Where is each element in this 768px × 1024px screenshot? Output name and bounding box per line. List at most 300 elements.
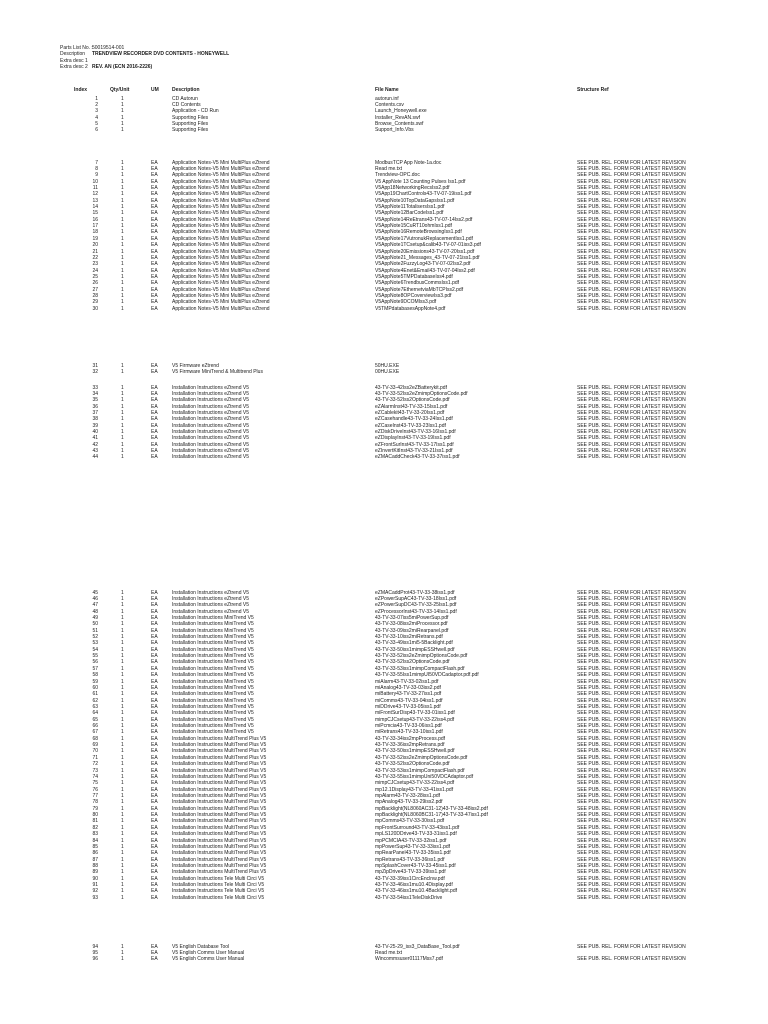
document-header	[60, 45, 229, 71]
row-qty: 1	[121, 602, 124, 609]
row-structure-ref: SEE PUB. REL. FORM FOR LATEST REVISION	[577, 293, 686, 300]
row-structure-ref: SEE PUB. REL. FORM FOR LATEST REVISION	[577, 627, 686, 634]
row-um: EA	[151, 742, 158, 749]
row-um: EA	[151, 646, 158, 653]
row-description: Installation Instructions eZtrend V5	[172, 608, 249, 615]
row-qty: 1	[121, 223, 124, 230]
row-structure-ref: SEE PUB. REL. FORM FOR LATEST REVISION	[577, 422, 686, 429]
row-structure-ref: SEE PUB. REL. FORM FOR LATEST REVISION	[577, 882, 686, 889]
row-qty: 1	[121, 261, 124, 268]
row-um: EA	[151, 703, 158, 710]
row-file-name: V5AppNote11TotalisersIss1.pdf	[375, 204, 445, 211]
row-index: 92	[92, 888, 98, 895]
row-um: EA	[151, 894, 158, 901]
row-description: Supporting Files	[172, 114, 209, 121]
row-structure-ref: SEE PUB. REL. FORM FOR LATEST REVISION	[577, 242, 686, 249]
row-index: 42	[92, 441, 98, 448]
row-structure-ref: SEE PUB. REL. FORM FOR LATEST REVISION	[577, 786, 686, 793]
row-index: 86	[92, 850, 98, 857]
row-file-name: 43-TV-33-34iss2mpProcess.pdf	[375, 735, 446, 742]
row-description: Installation Instructions MultiTrend Plus V5	[172, 837, 267, 844]
row-file-name: 43-TV-33-49iss1mi5-5Backlight.pdf	[375, 640, 453, 647]
row-description: Application Notes-V5 Mini MultiPlus eZtrend	[172, 261, 270, 268]
row-structure-ref: SEE PUB. REL. FORM FOR LATEST REVISION	[577, 204, 686, 211]
row-structure-ref: SEE PUB. REL. FORM FOR LATEST REVISION	[577, 229, 686, 236]
row-description: V5 Firmware eZtrend	[172, 362, 219, 369]
row-file-name: V5AppNote5TMPDatabaseIss4.pdf	[375, 273, 453, 280]
row-structure-ref: SEE PUB. REL. FORM FOR LATEST REVISION	[577, 267, 686, 274]
row-file-name: 43-TV-33-07iss5miPowerSup.pdf	[375, 614, 449, 621]
table-row-group	[0, 160, 768, 313]
row-description: V5 English Comms User Manual	[172, 956, 245, 963]
row-file-name: 43-TV-33-52iss2eZmimpOptionsCode.pdf	[375, 653, 468, 660]
row-index: 95	[92, 949, 98, 956]
row-um: EA	[151, 261, 158, 268]
row-description: Installation Instructions MiniTrend V5	[172, 729, 254, 736]
row-qty: 1	[121, 229, 124, 236]
row-um: EA	[151, 767, 158, 774]
row-index: 64	[92, 710, 98, 717]
table-row-group	[0, 363, 768, 376]
row-file-name: Read me.txt	[375, 165, 402, 172]
row-description: Application Notes-V5 Mini MultiPlus eZtrend	[172, 172, 270, 179]
row-description: Application Notes-V5 Mini MultiPlus eZtrend	[172, 293, 270, 300]
row-file-name: mpPCMCIA43-TV-33-32iss1.pdf	[375, 837, 447, 844]
row-description: Installation Instructions MultiTrend Plus V5	[172, 869, 267, 876]
row-file-name: mpPowerSup43-TV-33-33iss1.pdf	[375, 843, 451, 850]
row-index: 93	[92, 894, 98, 901]
row-file-name: 43-TV-33-53iss1mimpCompactFlash.pdf	[375, 767, 465, 774]
row-structure-ref: SEE PUB. REL. FORM FOR LATEST REVISION	[577, 748, 686, 755]
row-file-name: miDDrive43-TV-33-05iss1.pdf	[375, 703, 441, 710]
row-description: Installation Instructions MiniTrend V5	[172, 659, 254, 666]
row-qty: 1	[121, 216, 124, 223]
row-structure-ref: SEE PUB. REL. FORM FOR LATEST REVISION	[577, 286, 686, 293]
row-description: Application Notes-V5 Mini MultiPlus eZtrend	[172, 159, 270, 166]
row-description: Installation Instructions MiniTrend V5	[172, 697, 254, 704]
row-qty: 1	[121, 403, 124, 410]
row-qty: 1	[121, 761, 124, 768]
row-index: 26	[92, 280, 98, 287]
row-structure-ref: SEE PUB. REL. FORM FOR LATEST REVISION	[577, 780, 686, 787]
row-structure-ref: SEE PUB. REL. FORM FOR LATEST REVISION	[577, 684, 686, 691]
row-index: 39	[92, 422, 98, 429]
parts-list-value: 50019514-001	[92, 45, 125, 51]
revision-value: REV. AN (ECN 2016-2226)	[92, 64, 153, 71]
row-qty: 1	[121, 248, 124, 255]
row-description: Installation Instructions MiniTrend V5	[172, 678, 254, 685]
row-file-name: Wincommsuser01117Mss7.pdf	[375, 956, 443, 963]
row-um: EA	[151, 178, 158, 185]
row-file-name: ModbusTCP App Note-1a.doc	[375, 159, 442, 166]
row-file-name: mpRetrans43-TV-33-36iss1.pdf	[375, 856, 445, 863]
row-index: 41	[92, 435, 98, 442]
row-qty: 1	[121, 850, 124, 857]
row-file-name: miAlarm43-TV-33-02iss1.pdf	[375, 678, 439, 685]
row-file-name: mpComms43-TV-33-30iss1.pdf	[375, 818, 445, 825]
row-description: Installation Instructions eZtrend V5	[172, 448, 249, 455]
row-structure-ref: SEE PUB. REL. FORM FOR LATEST REVISION	[577, 818, 686, 825]
row-qty: 1	[121, 710, 124, 717]
row-structure-ref: SEE PUB. REL. FORM FOR LATEST REVISION	[577, 773, 686, 780]
row-qty: 1	[121, 293, 124, 300]
row-description: V5 Firmware MiniTrend & Multitrend Plus	[172, 368, 263, 375]
row-file-name: mpLS120DDrive43-TV-33-31iss1.pdf	[375, 831, 457, 838]
row-description: Application Notes-V5 Mini MultiPlus eZtrend	[172, 267, 270, 274]
row-um: EA	[151, 691, 158, 698]
row-um: EA	[151, 831, 158, 838]
row-qty: 1	[121, 943, 124, 950]
row-file-name: V5AppNote14ReEtrans43-TV-07-14Iss2.pdf	[375, 216, 473, 223]
row-file-name: eZCaseInst43-TV-33-23Iss1.pdf	[375, 422, 446, 429]
row-qty: 1	[121, 856, 124, 863]
row-um: EA	[151, 305, 158, 312]
row-um: EA	[151, 735, 158, 742]
extra-desc-2-label: Extra desc 2	[60, 64, 88, 71]
row-index: 37	[92, 409, 98, 416]
table-row	[0, 895, 768, 901]
row-structure-ref: SEE PUB. REL. FORM FOR LATEST REVISION	[577, 248, 686, 255]
row-index: 8	[95, 165, 98, 172]
row-qty: 1	[121, 837, 124, 844]
row-um: EA	[151, 882, 158, 889]
row-file-name: 43-TV-33-39iss1CircEnclnw.pdf	[375, 875, 445, 882]
row-index: 6	[95, 127, 98, 134]
column-header-index: Index	[74, 87, 88, 93]
row-qty: 1	[121, 627, 124, 634]
row-index: 15	[92, 210, 98, 217]
row-file-name: V5AppNote8OPCoverviewIss3.pdf	[375, 293, 452, 300]
row-um: EA	[151, 235, 158, 242]
row-description: Installation Instructions eZtrend V5	[172, 454, 249, 461]
row-file-name: eZMACaddProt43-TV-33-38iss1.pdf	[375, 589, 455, 596]
row-description: Installation Instructions MultiTrend Plus V5	[172, 862, 267, 869]
row-um: EA	[151, 697, 158, 704]
row-qty: 1	[121, 197, 124, 204]
row-index: 70	[92, 748, 98, 755]
row-structure-ref: SEE PUB. REL. FORM FOR LATEST REVISION	[577, 735, 686, 742]
description-value: TRENDVIEW RECORDER DVD CONTENTS - HONEYWELL	[92, 51, 230, 58]
row-index: 91	[92, 882, 98, 889]
row-index: 72	[92, 761, 98, 768]
table-row-group	[0, 385, 768, 461]
row-file-name: mpAlarm43-TV-33-28iss1.pdf	[375, 793, 441, 799]
row-qty: 1	[121, 429, 124, 436]
row-description: V5 English Comms User Manual	[172, 949, 245, 956]
row-um: EA	[151, 454, 158, 461]
row-qty: 1	[121, 869, 124, 876]
row-structure-ref: SEE PUB. REL. FORM FOR LATEST REVISION	[577, 956, 686, 963]
row-file-name: Trendview-OPC.doc	[375, 172, 420, 179]
row-um: EA	[151, 799, 158, 806]
row-qty: 1	[121, 384, 124, 391]
row-structure-ref: SEE PUB. REL. FORM FOR LATEST REVISION	[577, 799, 686, 806]
row-um: EA	[151, 949, 158, 956]
row-index: 40	[92, 429, 98, 436]
row-um: EA	[151, 710, 158, 717]
column-header-description: Description	[172, 87, 200, 93]
row-qty: 1	[121, 120, 124, 127]
row-qty: 1	[121, 653, 124, 660]
row-qty: 1	[121, 422, 124, 429]
row-qty: 1	[121, 210, 124, 217]
row-description: Installation Instructions MultiTrend Plus V5	[172, 831, 267, 838]
row-qty: 1	[121, 184, 124, 191]
row-um: EA	[151, 627, 158, 634]
row-um: EA	[151, 197, 158, 204]
row-qty: 1	[121, 608, 124, 615]
row-file-name: V5AppNote10TopDataGapsIss1.pdf	[375, 197, 455, 204]
row-description: Installation Instructions MultiTrend Plus V5	[172, 850, 267, 857]
row-structure-ref: SEE PUB. REL. FORM FOR LATEST REVISION	[577, 805, 686, 812]
row-description: Installation Instructions MultiTrend Plus V5	[172, 767, 267, 774]
row-file-name: eZProcessorInst43-TV-33-14Iss1.pdf	[375, 608, 457, 615]
row-structure-ref: SEE PUB. REL. FORM FOR LATEST REVISION	[577, 843, 686, 850]
row-description: Installation Instructions eZtrend V5	[172, 429, 249, 436]
row-description: Installation Instructions eZtrend V5	[172, 422, 249, 429]
row-structure-ref: SEE PUB. REL. FORM FOR LATEST REVISION	[577, 856, 686, 863]
row-um: EA	[151, 773, 158, 780]
row-um: EA	[151, 824, 158, 831]
row-file-name: mpBacklight(NL8060AC31-12)43-TV-33-48iss2.pdf	[375, 805, 488, 812]
row-index: 52	[92, 634, 98, 641]
row-um: EA	[151, 729, 158, 736]
row-file-name: 43-TV-33-55Iss1mimpUI50VDCadaptor.pdf.pdf	[375, 672, 479, 679]
row-description: Installation Instructions MultiTrend Plus V5	[172, 824, 267, 831]
row-file-name: eZMACaddCheck43-TV-33-37iss1.pdf	[375, 454, 460, 461]
row-file-name: 43-TV-33-50iss1mimpESSHwell.pdf	[375, 646, 455, 653]
row-structure-ref: SEE PUB. REL. FORM FOR LATEST REVISION	[577, 390, 686, 397]
row-qty: 1	[121, 634, 124, 641]
row-description: Application Notes-V5 Mini MultiPlus eZtrend	[172, 204, 270, 211]
row-structure-ref: SEE PUB. REL. FORM FOR LATEST REVISION	[577, 812, 686, 819]
row-qty: 1	[121, 454, 124, 461]
row-qty: 1	[121, 812, 124, 819]
row-qty: 1	[121, 780, 124, 787]
row-index: 69	[92, 742, 98, 749]
row-um: EA	[151, 602, 158, 609]
row-qty: 1	[121, 127, 124, 134]
row-file-name: V5AppNote21_Messages_43-TV-07-21iss1.pdf	[375, 254, 480, 261]
row-um: EA	[151, 293, 158, 300]
row-index: 35	[92, 397, 98, 404]
row-index: 34	[92, 390, 98, 397]
row-description: Installation Instructions MultiTrend Plus V5	[172, 735, 267, 742]
row-file-name: mimpCJCsetup43-TV-33-22iss4.pdf	[375, 716, 455, 723]
table-row	[0, 127, 768, 133]
row-um: EA	[151, 448, 158, 455]
row-file-name: eZInvertKitInst43-TV-33-21Iss1.pdf	[375, 448, 453, 455]
row-qty: 1	[121, 949, 124, 956]
row-index: 63	[92, 703, 98, 710]
row-file-name: miComms43-TV-33-04iss1.pdf	[375, 697, 443, 704]
row-qty: 1	[121, 235, 124, 242]
row-um: EA	[151, 780, 158, 787]
row-qty: 1	[121, 659, 124, 666]
table-row	[0, 956, 768, 962]
row-description: Installation Instructions MultiTrend Plus V5	[172, 856, 267, 863]
row-structure-ref: SEE PUB. REL. FORM FOR LATEST REVISION	[577, 837, 686, 844]
row-um: EA	[151, 614, 158, 621]
row-description: Installation Instructions MultiTrend Plus V5	[172, 754, 267, 761]
row-file-name: V5App19ChartControls43-TV-07-19iss1.pdf	[375, 191, 472, 198]
row-structure-ref: SEE PUB. REL. FORM FOR LATEST REVISION	[577, 172, 686, 179]
row-index: 22	[92, 254, 98, 261]
row-index: 18	[92, 229, 98, 236]
row-qty: 1	[121, 95, 124, 102]
row-description: Installation Instructions MiniTrend V5	[172, 691, 254, 698]
row-index: 43	[92, 448, 98, 455]
row-file-name: mp12.1Display43-TV-33-41iss1.pdf	[375, 786, 454, 793]
row-index: 16	[92, 216, 98, 223]
row-um: EA	[151, 634, 158, 641]
table-row	[0, 306, 768, 312]
row-file-name: 43-TV-33-46iss1mu10.4Display.pdf	[375, 882, 453, 889]
row-structure-ref: SEE PUB. REL. FORM FOR LATEST REVISION	[577, 429, 686, 436]
row-um: EA	[151, 748, 158, 755]
row-um: EA	[151, 805, 158, 812]
row-description: Installation Instructions eZtrend V5	[172, 384, 249, 391]
row-um: EA	[151, 223, 158, 230]
row-um: EA	[151, 888, 158, 895]
row-description: Installation Instructions MultiTrend Plus V5	[172, 818, 267, 825]
row-structure-ref: SEE PUB. REL. FORM FOR LATEST REVISION	[577, 653, 686, 660]
row-um: EA	[151, 793, 158, 799]
row-file-name: V5AppNote6TrendbusCommsIss1.pdf	[375, 280, 460, 287]
description-label: Description	[60, 51, 86, 58]
row-qty: 1	[121, 159, 124, 166]
row-structure-ref: SEE PUB. REL. FORM FOR LATEST REVISION	[577, 672, 686, 679]
row-description: Application Notes-V5 Mini MultiPlus eZtrend	[172, 273, 270, 280]
row-structure-ref: SEE PUB. REL. FORM FOR LATEST REVISION	[577, 754, 686, 761]
row-qty: 1	[121, 716, 124, 723]
row-qty: 1	[121, 273, 124, 280]
row-structure-ref: SEE PUB. REL. FORM FOR LATEST REVISION	[577, 448, 686, 455]
row-qty: 1	[121, 684, 124, 691]
row-qty: 1	[121, 697, 124, 704]
row-um: EA	[151, 716, 158, 723]
row-qty: 1	[121, 397, 124, 404]
row-qty: 1	[121, 589, 124, 596]
row-file-name: Support_Info.Vbs	[375, 127, 414, 134]
row-description: Installation Instructions Tele Multi Circi V5	[172, 875, 265, 882]
row-description: Installation Instructions MiniTrend V5	[172, 716, 254, 723]
row-qty: 1	[121, 894, 124, 901]
row-structure-ref: SEE PUB. REL. FORM FOR LATEST REVISION	[577, 640, 686, 647]
row-file-name: mpFrontSurround43-TV-33-43iss1.pdf	[375, 824, 460, 831]
row-um: EA	[151, 435, 158, 442]
row-index: 96	[92, 956, 98, 963]
row-qty: 1	[121, 362, 124, 369]
row-um: EA	[151, 299, 158, 306]
row-description: Installation Instructions MultiTrend Plus V5	[172, 805, 267, 812]
row-um: EA	[151, 273, 158, 280]
row-description: Installation Instructions MultiTrend Plus V5	[172, 780, 267, 787]
row-um: EA	[151, 416, 158, 423]
row-index: 80	[92, 812, 98, 819]
row-file-name: 43-TV-33-54iss1TeleDiskDrive	[375, 894, 443, 901]
row-index: 67	[92, 729, 98, 736]
row-structure-ref: SEE PUB. REL. FORM FOR LATEST REVISION	[577, 869, 686, 876]
row-structure-ref: SEE PUB. REL. FORM FOR LATEST REVISION	[577, 824, 686, 831]
row-qty: 1	[121, 108, 124, 115]
row-um: EA	[151, 723, 158, 730]
row-description: Installation Instructions eZtrend V5	[172, 595, 249, 602]
row-structure-ref: SEE PUB. REL. FORM FOR LATEST REVISION	[577, 210, 686, 217]
row-index: 4	[95, 114, 98, 121]
row-um: EA	[151, 184, 158, 191]
row-um: EA	[151, 267, 158, 274]
row-structure-ref: SEE PUB. REL. FORM FOR LATEST REVISION	[577, 659, 686, 666]
row-qty: 1	[121, 862, 124, 869]
row-description: CD Autorun	[172, 95, 198, 102]
row-qty: 1	[121, 805, 124, 812]
row-structure-ref: SEE PUB. REL. FORM FOR LATEST REVISION	[577, 678, 686, 685]
row-structure-ref: SEE PUB. REL. FORM FOR LATEST REVISION	[577, 703, 686, 710]
row-um: EA	[151, 362, 158, 369]
row-file-name: miFrontSurDisp43-TV-33-01iss1.pdf	[375, 710, 455, 717]
row-um: EA	[151, 818, 158, 825]
row-description: Installation Instructions eZtrend V5	[172, 397, 249, 404]
row-file-name: V5AppNote9DCOMIss3.pdf	[375, 299, 437, 306]
row-um: EA	[151, 159, 158, 166]
row-um: EA	[151, 653, 158, 660]
row-index: 9	[95, 172, 98, 179]
row-index: 61	[92, 691, 98, 698]
row-um: EA	[151, 254, 158, 261]
row-um: EA	[151, 812, 158, 819]
row-qty: 1	[121, 614, 124, 621]
row-structure-ref: SEE PUB. REL. FORM FOR LATEST REVISION	[577, 409, 686, 416]
row-index: 21	[92, 248, 98, 255]
row-structure-ref: SEE PUB. REL. FORM FOR LATEST REVISION	[577, 943, 686, 950]
row-index: 33	[92, 384, 98, 391]
row-structure-ref: SEE PUB. REL. FORM FOR LATEST REVISION	[577, 850, 686, 857]
row-qty: 1	[121, 818, 124, 825]
row-description: Application - CD Run	[172, 108, 219, 115]
row-index: 50	[92, 621, 98, 628]
row-structure-ref: SEE PUB. REL. FORM FOR LATEST REVISION	[577, 178, 686, 185]
table-row-group	[0, 944, 768, 963]
row-index: 59	[92, 678, 98, 685]
row-file-name: eZCasehandle43-TV-33-24Iss1.pdf	[375, 416, 453, 423]
row-um: EA	[151, 672, 158, 679]
row-file-name: autorun.inf	[375, 95, 399, 102]
row-structure-ref: SEE PUB. REL. FORM FOR LATEST REVISION	[577, 608, 686, 615]
row-index: 83	[92, 831, 98, 838]
row-qty: 1	[121, 672, 124, 679]
row-description: Installation Instructions MiniTrend V5	[172, 723, 254, 730]
row-um: EA	[151, 191, 158, 198]
row-index: 76	[92, 786, 98, 793]
row-file-name: 43-TV-33-10iss2miRetrans.pdf	[375, 634, 443, 641]
row-file-name: eZDisplayInst43-TV-33-19Iss1.pdf	[375, 435, 451, 442]
row-qty: 1	[121, 448, 124, 455]
row-qty: 1	[121, 742, 124, 749]
row-file-name: 43-TV-33-52Iss2OptionsCode.pdf	[375, 397, 450, 404]
row-file-name: Browse_Contents.swf	[375, 120, 424, 127]
row-file-name: 43-TV-33-08iss2miProcessor.pdf	[375, 621, 448, 628]
row-structure-ref: SEE PUB. REL. FORM FOR LATEST REVISION	[577, 894, 686, 901]
row-structure-ref: SEE PUB. REL. FORM FOR LATEST REVISION	[577, 384, 686, 391]
table-row-group	[0, 590, 768, 902]
row-structure-ref: SEE PUB. REL. FORM FOR LATEST REVISION	[577, 767, 686, 774]
row-qty: 1	[121, 723, 124, 730]
column-headers	[0, 87, 768, 94]
row-qty: 1	[121, 793, 124, 799]
row-structure-ref: SEE PUB. REL. FORM FOR LATEST REVISION	[577, 184, 686, 191]
row-structure-ref: SEE PUB. REL. FORM FOR LATEST REVISION	[577, 646, 686, 653]
